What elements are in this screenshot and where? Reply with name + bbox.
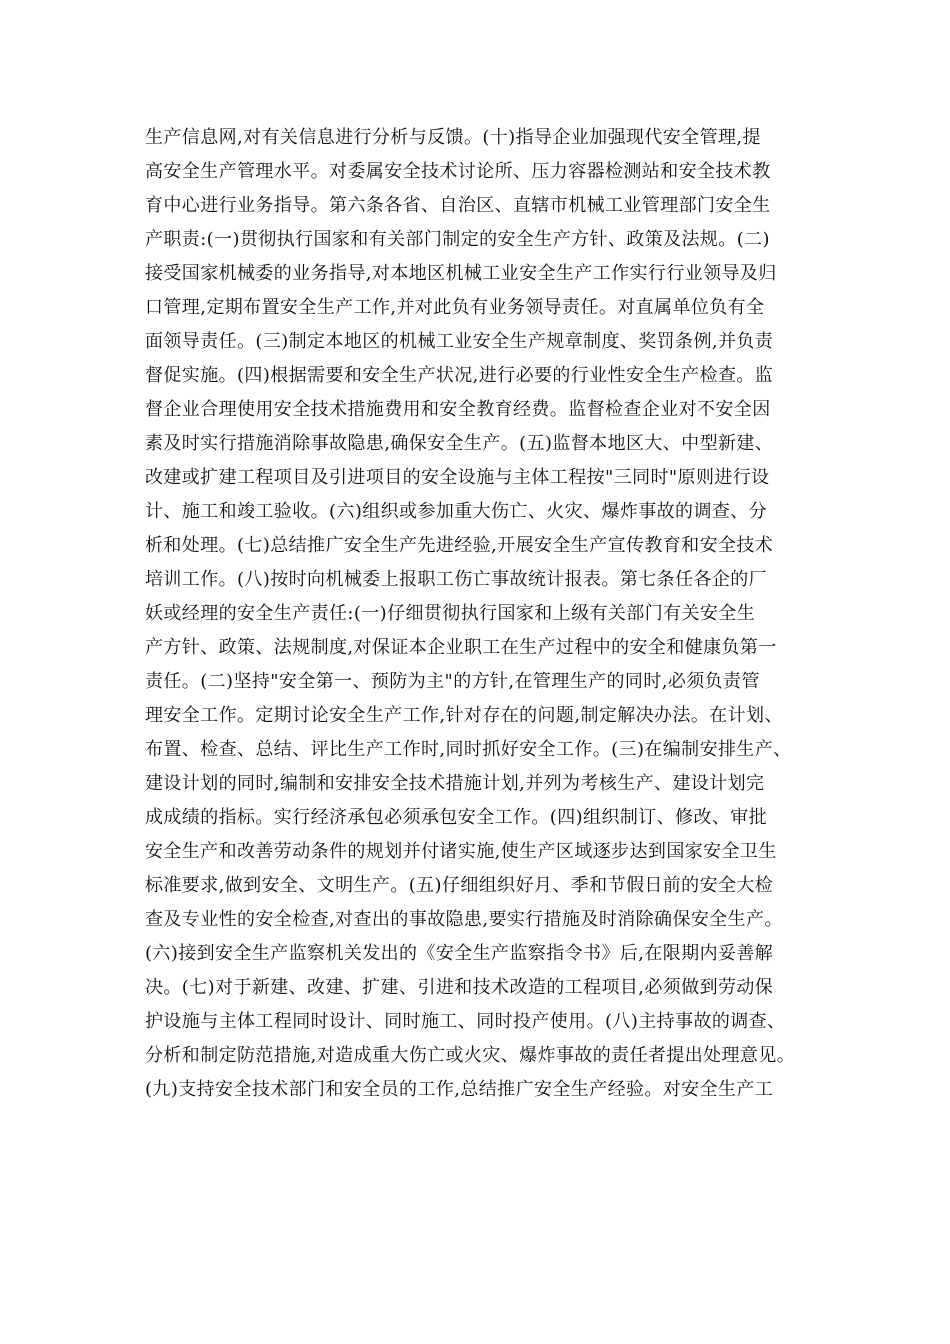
text-line: 改建或扩建工程项目及引进项目的安全设施与主体工程按"三同时"原则进行设 — [145, 467, 770, 488]
text-line: 建设计划的同时,编制和安排安全技术措施计划,并列为考核生产、建设计划完 — [145, 773, 765, 794]
text-line: (九)支持安全技术部门和安全员的工作,总结推广安全生产经验。对安全生产工 — [145, 1079, 774, 1100]
text-line: 督促实施。(四)根据需要和安全生产状况,进行必要的行业性安全生产检查。监 — [145, 365, 774, 386]
text-line: 护设施与主体工程同时设计、同时施工、同时投产使用。(八)主持事故的调查、 — [145, 1011, 786, 1032]
text-line: 计、施工和竣工验收。(六)组织或参加重大伤亡、火灾、爆炸事故的调查、分 — [145, 501, 768, 522]
text-line: 高安全生产管理水平。对委属安全技术讨论所、压力容器检测站和安全技术教 — [145, 161, 771, 182]
text-line: 分析和制定防范措施,对造成重大伤亡或火灾、爆炸事故的责任者提出处理意见。 — [145, 1045, 796, 1066]
text-line: 布置、检查、总结、评比生产工作时,同时抓好安全工作。(三)在编制安排生产、 — [145, 739, 792, 760]
text-line: 决。(七)对于新建、改建、扩建、引进和技术改造的工程项目,必须做到劳动保 — [145, 977, 774, 998]
text-line: 接受国家机械委的业务指导,对本地区机械工业安全生产工作实行行业领导及归 — [145, 263, 777, 284]
text-line: 妖或经理的安全生产责任:(一)仔细贯彻执行国家和上级有关部门有关安全生 — [145, 603, 756, 624]
body-text — [145, 121, 825, 1107]
text-line: 产方针、政策、法规制度,对保证本企业职工在生产过程中的安全和健康负第一 — [145, 637, 777, 658]
text-line: 理安全工作。定期讨论安全生产工作,针对存在的问题,制定解决办法。在计划、 — [145, 705, 783, 726]
text-line: 成成绩的指标。实行经济承包必须承包安全工作。(四)组织制订、修改、审批 — [145, 807, 768, 828]
text-line: 责任。(二)坚持"安全第一、预防为主"的方针,在管理生产的同时,必须负责管 — [145, 671, 760, 692]
text-line: 标准要求,做到安全、文明生产。(五)仔细组织好月、季和节假日前的安全大检 — [145, 875, 774, 896]
text-line: 督企业合理使用安全技术措施费用和安全教育经费。监督检查企业对不安全因 — [145, 399, 771, 420]
text-line: 产职责:(一)贯彻执行国家和有关部门制定的安全生产方针、政策及法规。(二) — [145, 229, 770, 250]
text-line: 析和处理。(七)总结推广安全生产先进经验,开展安全生产宣传教育和安全技术 — [145, 535, 774, 556]
text-line: 口管理,定期布置安全生产工作,并对此负有业务领导责任。对直属单位负有全 — [145, 297, 765, 318]
text-line: 查及专业性的安全检查,对查出的事故隐患,要实行措施及时消除确保安全生产。 — [145, 909, 783, 930]
text-line: 育中心进行业务指导。第六条各省、自治区、直辖市机械工业管理部门安全生 — [145, 195, 771, 216]
text-line: 培训工作。(八)按时向机械委上报职工伤亡事故统计报表。第七条任各企的厂 — [145, 569, 768, 590]
text-line: 面领导责任。(三)制定本地区的机械工业安全生产规章制度、奖罚条例,并负责 — [145, 331, 774, 352]
text-line: 素及时实行措施消除事故隐患,确保安全生产。(五)监督本地区大、中型新建、 — [145, 433, 774, 454]
text-line: 生产信息网,对有关信息进行分析与反馈。(十)指导企业加强现代安全管理,提 — [145, 127, 761, 148]
text-line: (六)接到安全生产监察机关发出的《安全生产监察指令书》后,在限期内妥善解 — [145, 943, 774, 964]
text-line: 安全生产和改善劳动条件的规划并付诸实施,使生产区域逐步达到国家安全卫生 — [145, 841, 777, 862]
